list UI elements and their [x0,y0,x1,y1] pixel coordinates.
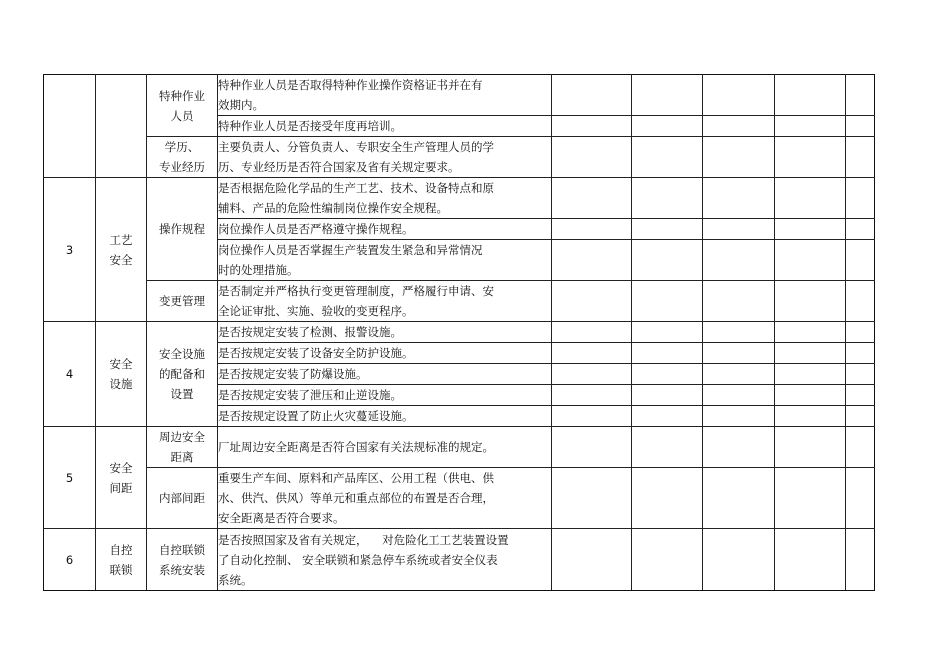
blank-cell [775,322,846,343]
blank-cell [703,529,775,591]
table-row [44,137,875,178]
category-cell: 安全 间距 [96,427,147,529]
blank-cell [552,240,632,281]
check-item: 特种作业人员是否接受年度再培训。 [218,116,552,137]
blank-cell [846,240,875,281]
blank-cell [775,529,846,591]
blank-cell [775,385,846,406]
blank-cell [703,75,775,116]
blank-cell [775,116,846,137]
blank-cell [632,137,703,178]
blank-cell [632,427,703,468]
check-item: 是否按规定安装了防爆设施。 [218,364,552,385]
check-item: 是否按规定安装了设备安全防护设施。 [218,343,552,364]
blank-cell [775,219,846,240]
blank-cell [552,529,632,591]
check-item: 是否制定并严格执行变更管理制度，严格履行申请、安 全论证审批、实施、验收的变更程序。 [218,281,552,322]
blank-cell [552,427,632,468]
blank-cell [703,178,775,219]
category-cell [96,75,147,178]
blank-cell [632,281,703,322]
blank-cell [775,343,846,364]
seq-cell: 4 [44,322,96,427]
blank-cell [632,116,703,137]
check-item: 重要生产车间、原料和产品库区、公用工程（供电、供 水、供汽、供风）等单元和重点部位的布置是否合理， 安全距离是否符合要求。 [218,468,552,529]
blank-cell [703,364,775,385]
subcategory-cell: 学历、 专业经历 [147,137,218,178]
blank-cell [846,364,875,385]
blank-cell [775,406,846,427]
table-row [44,322,875,343]
blank-cell [775,75,846,116]
category-cell: 自控 联锁 [96,529,147,591]
seq-cell: 6 [44,529,96,591]
check-item: 是否按规定安装了检测、报警设施。 [218,322,552,343]
blank-cell [703,116,775,137]
blank-cell [632,240,703,281]
subcategory-cell: 自控联锁 系统安装 [147,529,218,591]
check-item: 特种作业人员是否取得特种作业操作资格证书并在有 效期内。 [218,75,552,116]
blank-cell [775,178,846,219]
blank-cell [846,178,875,219]
blank-cell [552,406,632,427]
blank-cell [632,75,703,116]
blank-cell [632,343,703,364]
blank-cell [632,364,703,385]
blank-cell [703,343,775,364]
seq-cell [44,75,96,178]
blank-cell [703,385,775,406]
table-row [44,529,875,591]
blank-cell [703,137,775,178]
table-row [44,178,875,219]
blank-cell [846,343,875,364]
blank-cell [846,281,875,322]
blank-cell [552,468,632,529]
blank-cell [703,427,775,468]
blank-cell [632,406,703,427]
blank-cell [775,137,846,178]
blank-cell [846,529,875,591]
blank-cell [775,427,846,468]
category-cell: 工艺 安全 [96,178,147,322]
blank-cell [552,385,632,406]
subcategory-cell: 内部间距 [147,468,218,529]
check-item: 是否按规定设置了防止火灾蔓延设施。 [218,406,552,427]
blank-cell [846,219,875,240]
blank-cell [846,427,875,468]
blank-cell [775,468,846,529]
category-cell: 安全 设施 [96,322,147,427]
blank-cell [703,468,775,529]
check-item: 是否按规定安装了泄压和止逆设施。 [218,385,552,406]
blank-cell [846,116,875,137]
blank-cell [775,364,846,385]
blank-cell [632,385,703,406]
safety-inspection-table [43,74,875,591]
seq-cell: 5 [44,427,96,529]
blank-cell [632,529,703,591]
blank-cell [552,75,632,116]
check-item: 岗位操作人员是否严格遵守操作规程。 [218,219,552,240]
blank-cell [846,468,875,529]
blank-cell [846,385,875,406]
blank-cell [552,178,632,219]
blank-cell [703,281,775,322]
blank-cell [552,322,632,343]
blank-cell [632,178,703,219]
blank-cell [703,219,775,240]
subcategory-cell: 安全设施 的配备和 设置 [147,322,218,427]
blank-cell [552,281,632,322]
blank-cell [775,240,846,281]
check-item: 岗位操作人员是否掌握生产装置发生紧急和异常情况 时的处理措施。 [218,240,552,281]
subcategory-cell: 变更管理 [147,281,218,322]
blank-cell [846,75,875,116]
blank-cell [552,219,632,240]
check-item: 主要负责人、分管负责人、专职安全生产管理人员的学 历、专业经历是否符合国家及省有关规定要求。 [218,137,552,178]
blank-cell [632,219,703,240]
blank-cell [552,364,632,385]
blank-cell [775,281,846,322]
blank-cell [703,322,775,343]
blank-cell [703,406,775,427]
subcategory-cell: 操作规程 [147,178,218,281]
table-row [44,468,875,529]
blank-cell [703,240,775,281]
table-row [44,427,875,468]
blank-cell [552,343,632,364]
check-item: 厂址周边安全距离是否符合国家有关法规标准的规定。 [218,427,552,468]
seq-cell: 3 [44,178,96,322]
subcategory-cell: 特种作业 人员 [147,75,218,137]
table-row [44,75,875,116]
table-row [44,281,875,322]
blank-cell [552,137,632,178]
blank-cell [632,322,703,343]
blank-cell [846,137,875,178]
blank-cell [552,116,632,137]
blank-cell [846,406,875,427]
subcategory-cell: 周边安全 距离 [147,427,218,468]
check-item: 是否按照国家及省有关规定， 对危险化工工艺装置设置 了自动化控制、 安全联锁和紧急停车系统或者安全仪表 系统。 [218,529,552,591]
check-item: 是否根据危险化学品的生产工艺、技术、设备特点和原 辅料、产品的危险性编制岗位操作安全规程。 [218,178,552,219]
blank-cell [632,468,703,529]
blank-cell [846,322,875,343]
